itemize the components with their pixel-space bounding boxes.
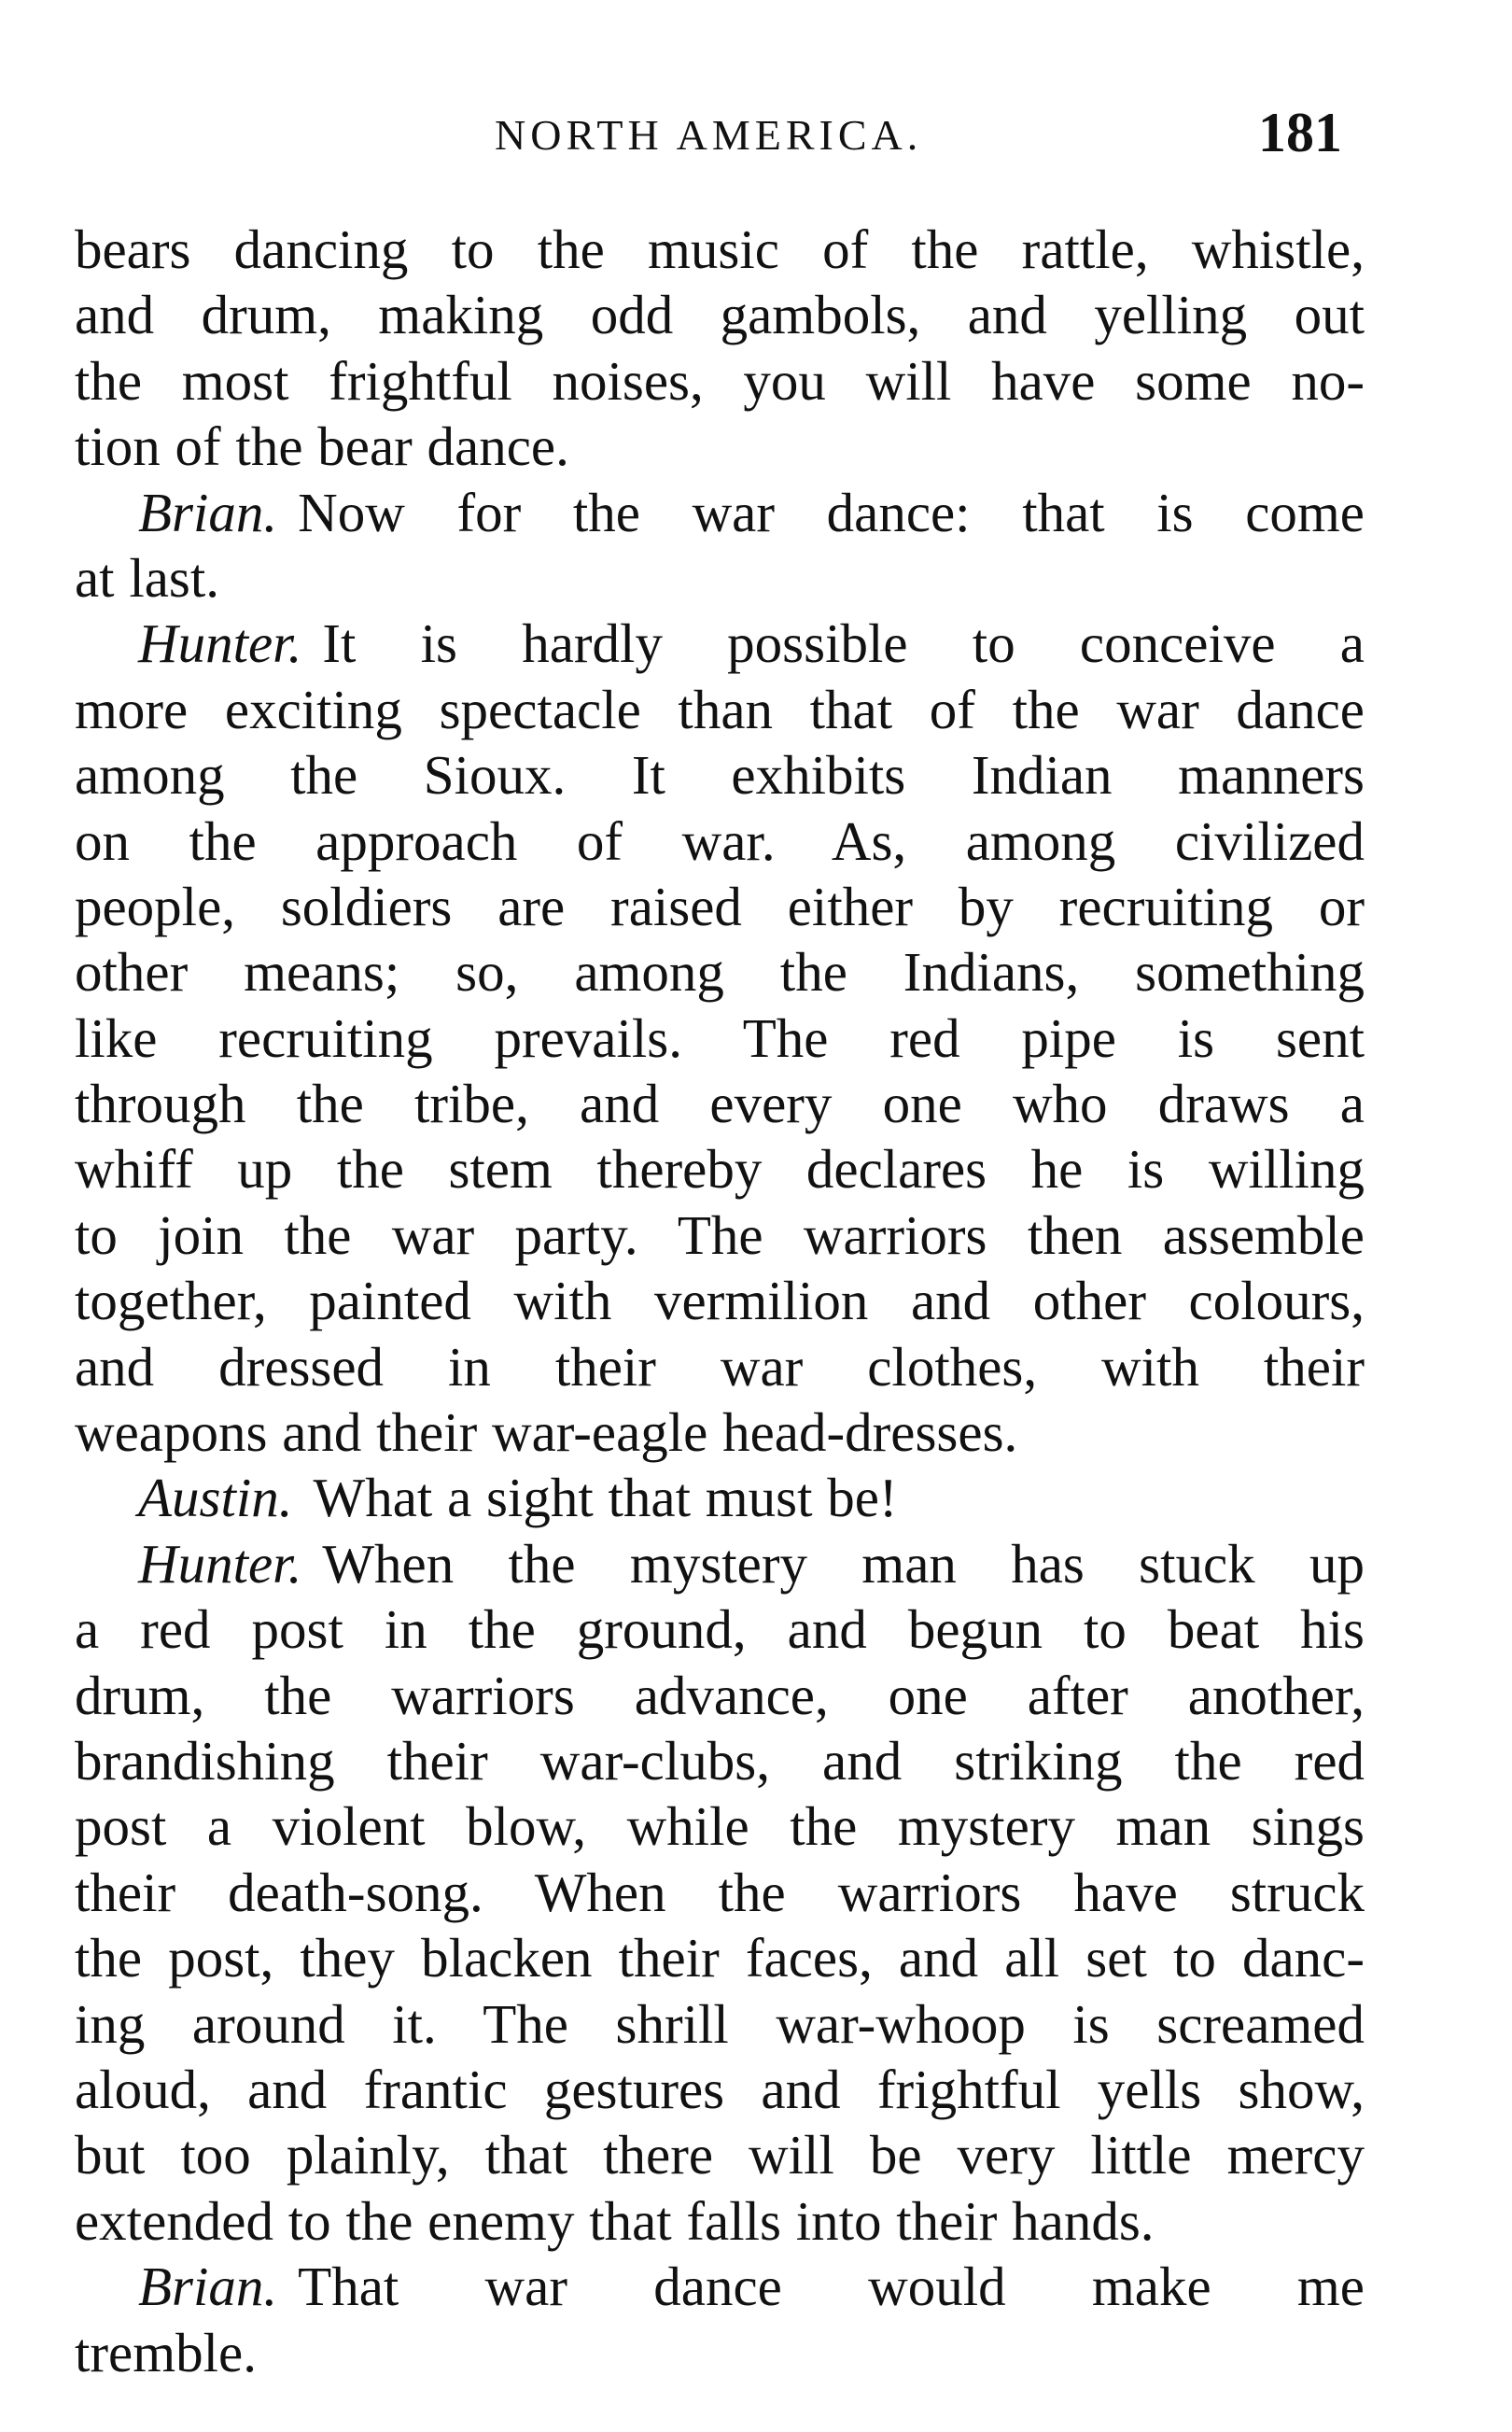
text-line: other means; so, among the Indians, something: [75, 941, 1365, 1004]
text-line: weapons and their war-eagle head-dresses.: [75, 1401, 1018, 1464]
running-head: NORTH AMERICA.: [495, 111, 923, 159]
text-line: and dressed in their war clothes, with their: [75, 1335, 1365, 1398]
text-line: post a violent blow, while the mystery man sings: [75, 1795, 1365, 1858]
text-line: together, painted with vermilion and other colours,: [75, 1270, 1365, 1332]
text-line: drum, the warriors advance, one after another,: [75, 1664, 1365, 1726]
text-line: and drum, making odd gambols, and yelling out: [75, 284, 1365, 346]
text-line: at last.: [75, 546, 220, 609]
text-line: more exciting spectacle than that of the war dance: [75, 678, 1365, 740]
text-line: aloud, and frantic gestures and frightful yells show,: [75, 2058, 1365, 2120]
dialogue-line: Brian. Now for the war dance: that is come: [138, 481, 1365, 543]
text-line: bears dancing to the music of the rattle, whistle,: [75, 218, 1365, 280]
speaker-name: Hunter.: [138, 1532, 302, 1595]
body-text: [75, 217, 1365, 2385]
text-line: extended to the enemy that falls into their hands.: [75, 2189, 1155, 2252]
text-line: brandishing their war-clubs, and striking the red: [75, 1729, 1365, 1792]
text-line: on the approach of war. As, among civilized: [75, 809, 1365, 872]
speaker-name: Brian.: [138, 2256, 278, 2318]
speaker-name: Austin.: [138, 1467, 293, 1529]
text-line: to join the war party. The warriors then assemble: [75, 1203, 1365, 1266]
text-line: their death-song. When the warriors have struck: [75, 1861, 1365, 1923]
text-line: the post, they blacken their faces, and all set to danc-: [75, 1927, 1365, 1989]
dialogue-line: Hunter. When the mystery man has stuck up: [138, 1532, 1365, 1595]
text-line: the most frightful noises, you will have some no-: [75, 349, 1365, 412]
text-line: people, soldiers are raised either by recruiting or: [75, 875, 1365, 937]
text-line: but too plainly, that there will be very little mercy: [75, 2124, 1365, 2186]
text-line: like recruiting prevails. The red pipe is sent: [75, 1006, 1365, 1069]
page-number: 181: [1258, 102, 1342, 163]
text-line: a red post in the ground, and begun to beat his: [75, 1598, 1365, 1661]
text-line: whiff up the stem thereby declares he is willing: [75, 1138, 1365, 1201]
dialogue-line: Hunter. It is hardly possible to conceive a: [138, 612, 1365, 675]
text-line: tremble.: [75, 2321, 257, 2383]
text-line: among the Sioux. It exhibits Indian manners: [75, 744, 1365, 807]
speaker-name: Brian.: [138, 481, 278, 543]
text-line: through the tribe, and every one who draws a: [75, 1073, 1365, 1135]
dialogue-line: Austin. What a sight that must be!: [138, 1467, 898, 1529]
text-line: tion of the bear dance.: [75, 415, 569, 478]
dialogue-line: Brian. That war dance would make me: [138, 2256, 1365, 2318]
speaker-name: Hunter.: [138, 612, 302, 675]
text-line: ing around it. The shrill war-whoop is screamed: [75, 1992, 1365, 2055]
